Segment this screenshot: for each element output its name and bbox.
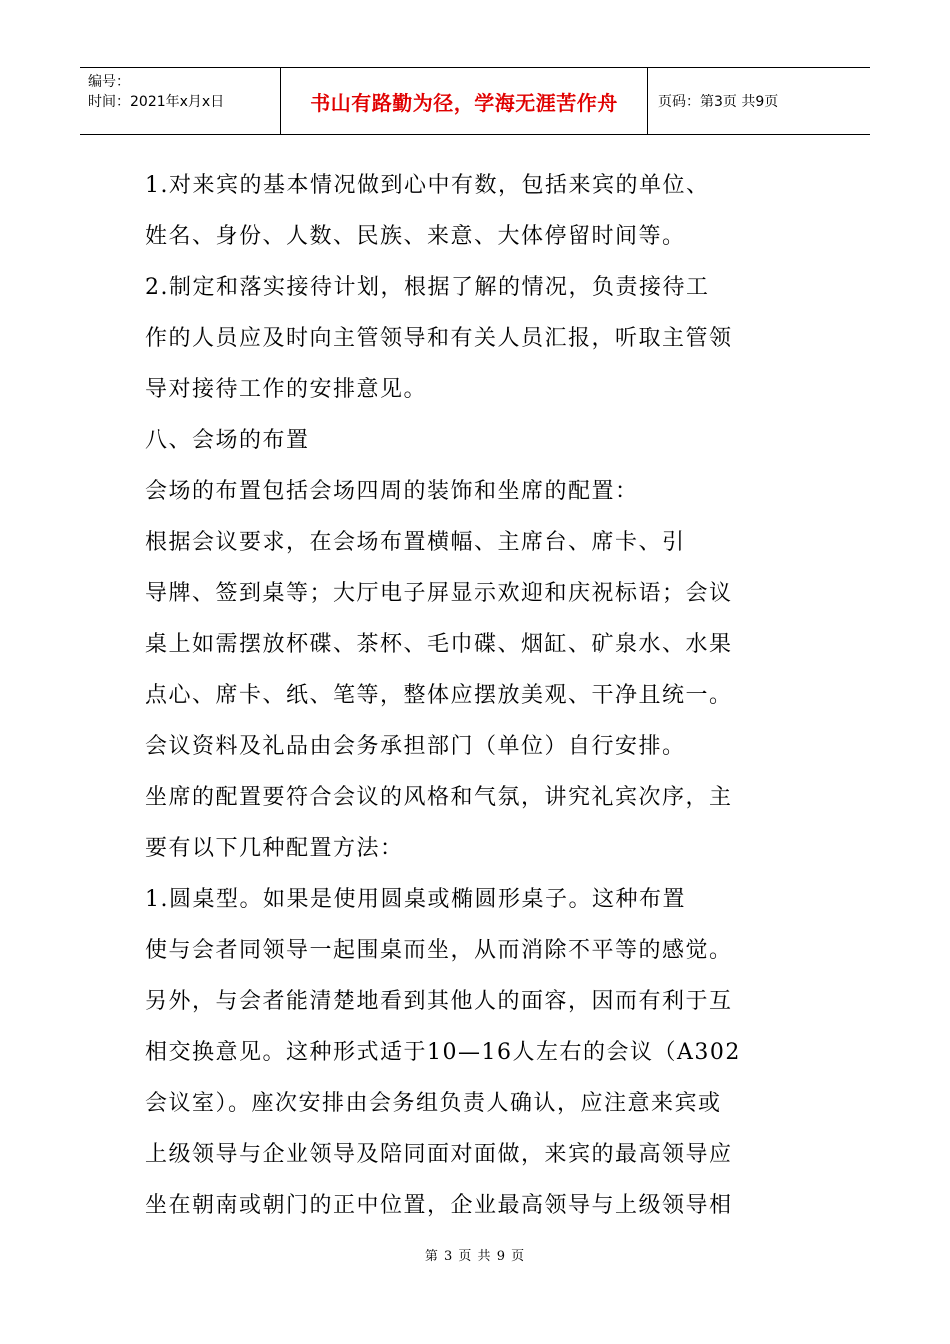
number-label: 编号： (88, 74, 130, 90)
body-line: 上级领导与企业领导及陪同面对面做，来宾的最高领导应 (145, 1142, 733, 1167)
body-line: 导牌、签到桌等；大厅电子屏显示欢迎和庆祝标语；会议 (145, 581, 733, 606)
body-line: 相交换意见。这种形式适于10—16人左右的会议（A302 (145, 1040, 741, 1065)
document-body (145, 160, 810, 1231)
body-line: 坐在朝南或朝门的正中位置，企业最高领导与上级领导相 (145, 1193, 733, 1218)
body-line: 会场的布置包括会场四周的装饰和坐席的配置： (145, 479, 639, 504)
body-line: 导对接待工作的安排意见。 (145, 377, 428, 402)
body-line: 使与会者同领导一起围桌而坐，从而消除不平等的感觉。 (145, 938, 733, 963)
body-line: 1.圆桌型。如果是使用圆桌或椭圆形桌子。这种布置 (145, 887, 686, 912)
body-line: 作的人员应及时向主管领导和有关人员汇报，听取主管领 (145, 326, 733, 351)
body-line: 会议资料及礼品由会务承担部门（单位）自行安排。 (145, 734, 686, 759)
body-line: 坐席的配置要符合会议的风格和气氛，讲究礼宾次序，主 (145, 785, 733, 810)
document-header (80, 67, 870, 135)
body-line: 姓名、身份、人数、民族、来意、大体停留时间等。 (145, 224, 686, 249)
body-line: 会议室）。座次安排由会务组负责人确认，应注意来宾或 (145, 1091, 722, 1116)
body-line: 2.制定和落实接待计划，根据了解的情况，负责接待工 (145, 275, 710, 300)
date-line: 时间：2021年x月x日 (88, 94, 225, 110)
body-line: 根据会议要求，在会场布置横幅、主席台、席卡、引 (145, 530, 686, 555)
body-line: 要有以下几种配置方法： (145, 836, 404, 861)
body-line: 桌上如需摆放杯碟、茶杯、毛巾碟、烟缸、矿泉水、水果 (145, 632, 733, 657)
body-line: 1.对来宾的基本情况做到心中有数，包括来宾的单位、 (145, 173, 710, 198)
header-motto: 书山有路勤为径，学海无涯苦作舟 (280, 68, 648, 134)
body-line: 点心、席卡、纸、笔等，整体应摆放美观、干净且统一。 (145, 683, 733, 708)
header-page-info: 页码：第3页 共9页 (658, 94, 779, 110)
header-meta (80, 68, 280, 134)
page-footer: 第 3 页 共 9 页 (424, 1249, 526, 1264)
body-line: 另外，与会者能清楚地看到其他人的面容，因而有利于互 (145, 989, 733, 1014)
section-heading: 八、会场的布置 (145, 428, 310, 453)
